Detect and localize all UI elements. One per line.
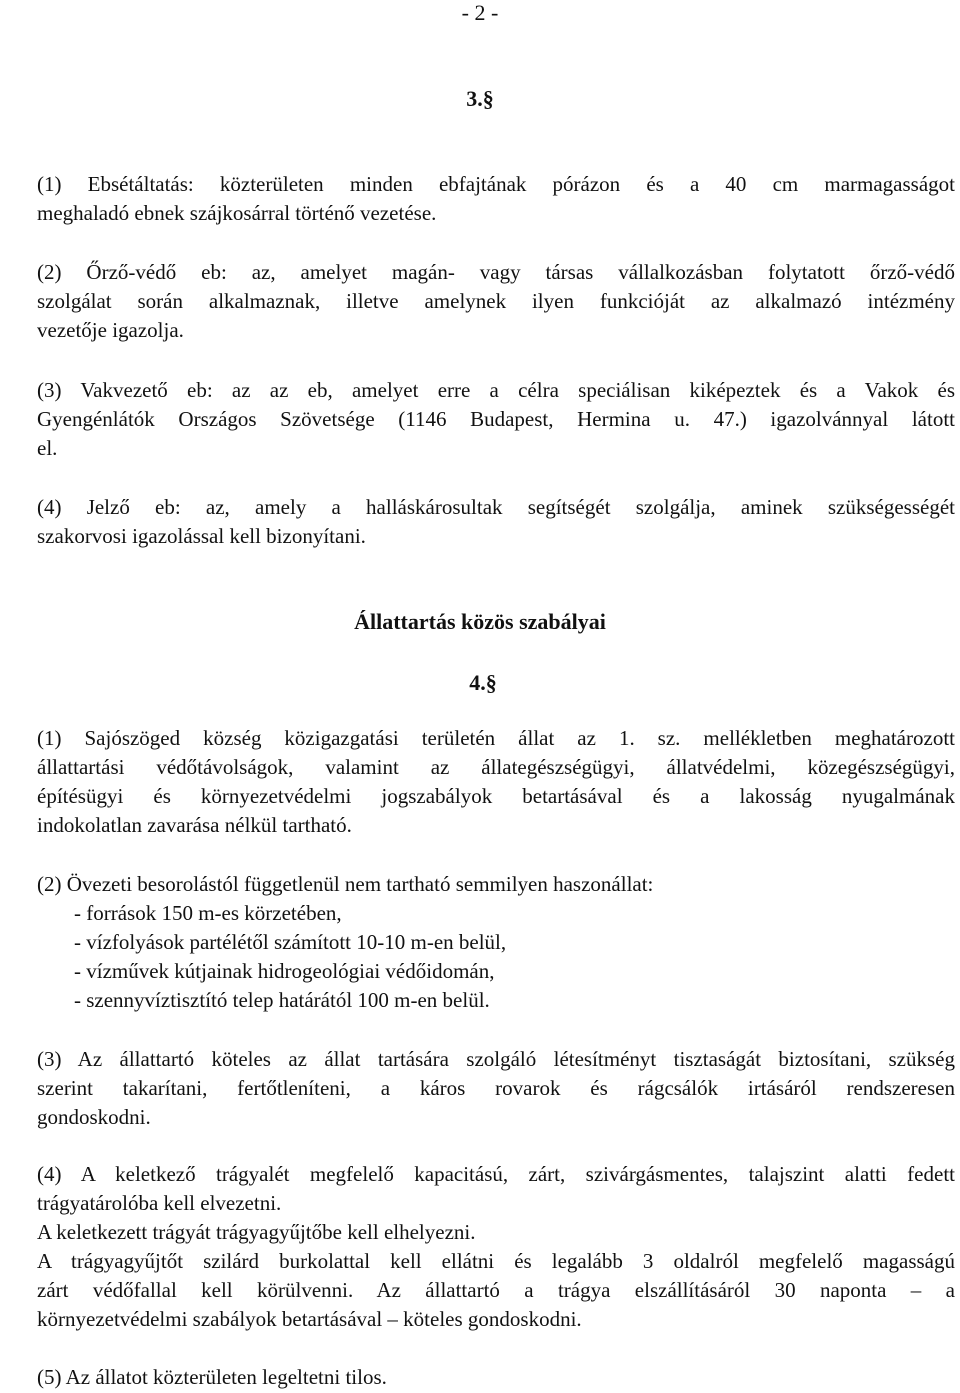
list-item: - vízművek kútjainak hidrogeológiai védőidomán, xyxy=(74,959,495,983)
section-3-title: 3.§ xyxy=(466,86,494,111)
text-line: környezetvédelmi szabályok betartásával – köteles gondoskodni. xyxy=(37,1307,582,1331)
section-4-paragraph-5 xyxy=(37,1363,955,1392)
section-4-paragraph-3 xyxy=(37,1045,955,1132)
text-line: (5) Az állatot közterületen legeltetni tilos. xyxy=(37,1365,387,1389)
list-item: - források 150 m-es körzetében, xyxy=(74,901,342,925)
text-line: gondoskodni. xyxy=(37,1105,151,1129)
text-line: (3) Vakvezető eb: az az eb, amelyet erre a célra speciálisan kiképeztek és a Vakok és xyxy=(37,378,955,402)
list-item: - szennyvíztisztító telep határától 100 m-en belül. xyxy=(74,988,490,1012)
text-line: (3) Az állattartó köteles az állat tartására szolgáló létesítményt tisztaságát biztosítani, szükség xyxy=(37,1047,955,1071)
section-4-paragraph-2 xyxy=(37,870,955,1015)
text-line: szakorvosi igazolással kell bizonyítani. xyxy=(37,524,366,548)
section-4-title: 4.§ xyxy=(469,670,497,695)
text-line: vezetője igazolja. xyxy=(37,318,184,342)
text-line: (2) Őrző-védő eb: az, amelyet magán- vagy társas vállalkozásban folytatott őrző-védő xyxy=(37,260,955,284)
text-line: trágyatárolóba kell elvezetni. xyxy=(37,1191,282,1215)
text-line: el. xyxy=(37,436,58,460)
section-3-paragraph-4 xyxy=(37,493,955,551)
text-line: A keletkezett trágyát trágyagyűjtőbe kell elhelyezni. xyxy=(37,1220,476,1244)
text-line: (4) A keletkező trágyalét megfelelő kapacitású, zárt, szivárgásmentes, talajszint alatti fedett xyxy=(37,1162,955,1186)
list-item: - vízfolyások partélétől számított 10-10 m-en belül, xyxy=(74,930,507,954)
text-line: építésügyi és környezetvédelmi jogszabályok betartásával és a lakosság nyugalmának xyxy=(37,784,955,808)
section-3-paragraph-2 xyxy=(37,258,955,345)
section-3-paragraph-1 xyxy=(37,170,955,228)
section-3-paragraph-3 xyxy=(37,376,955,463)
text-line: meghaladó ebnek szájkosárral történő vezetése. xyxy=(37,201,437,225)
text-line: szerint takarítani, fertőtleníteni, a káros rovarok és rágcsálók irtásáról rendszeresen xyxy=(37,1076,955,1100)
text-line: (4) Jelző eb: az, amely a halláskárosultak segítségét szolgálja, aminek szükségességét xyxy=(37,495,955,519)
text-line: zárt védőfallal kell körülvenni. Az állattartó a trágya elszállításáról 30 naponta – a xyxy=(37,1278,955,1302)
section-4-paragraph-4 xyxy=(37,1160,955,1334)
text-line: (2) Övezeti besorolástól függetlenül nem tartható semmilyen haszonállat: xyxy=(37,872,654,896)
text-line: A trágyagyűjtőt szilárd burkolattal kell ellátni és legalább 3 oldalról megfelelő magasságú xyxy=(37,1249,955,1273)
text-line: indokolatlan zavarása nélkül tartható. xyxy=(37,813,352,837)
text-line: szolgálat során alkalmaznak, illetve amelynek ilyen funkcióját az alkalmazó intézmény xyxy=(37,289,955,313)
text-line: Gyengénlátók Országos Szövetsége (1146 Budapest, Hermina u. 47.) igazolvánnyal látott xyxy=(37,407,955,431)
page-number: - 2 - xyxy=(461,0,499,25)
text-line: (1) Ebsétáltatás: közterületen minden ebfajtának pórázon és a 40 cm marmagasságot xyxy=(37,172,955,196)
text-line: állattartási védőtávolságok, valamint az állategészségügyi, állatvédelmi, közegészségügyi, xyxy=(37,755,955,779)
section-4-paragraph-1 xyxy=(37,724,955,840)
text-line: (1) Sajószöged község közigazgatási területén állat az 1. sz. mellékletben meghatározott xyxy=(37,726,955,750)
chapter-heading: Állattartás közös szabályai xyxy=(354,609,606,634)
